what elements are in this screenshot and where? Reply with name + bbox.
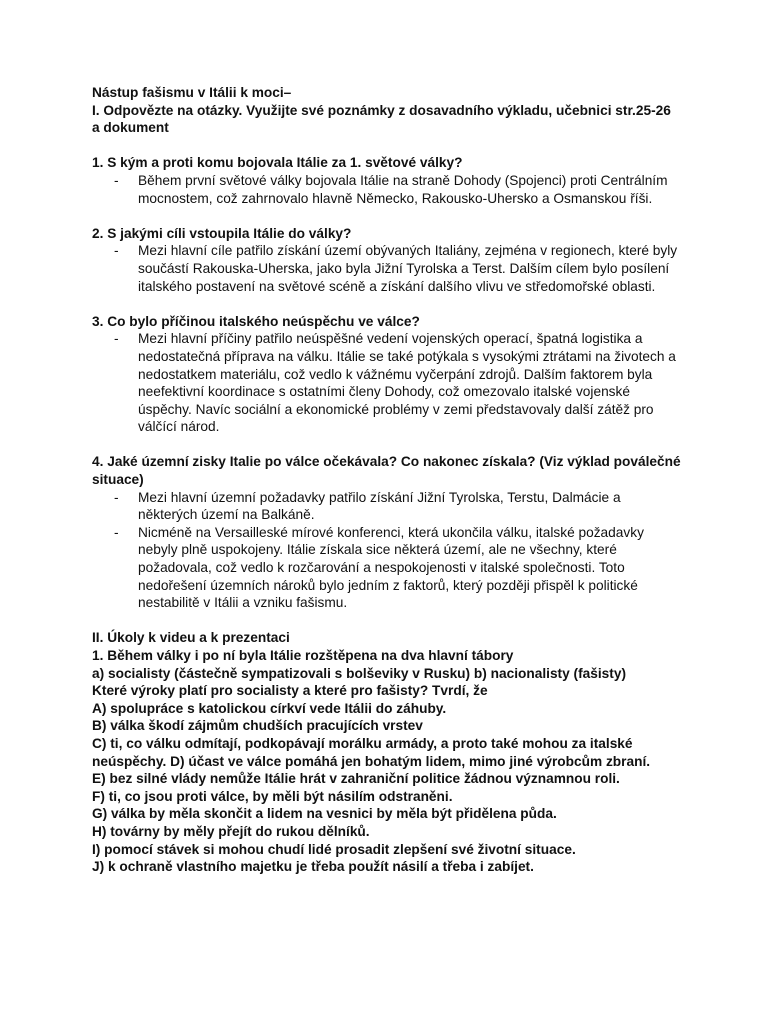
answer-item bbox=[92, 524, 682, 612]
answer-item bbox=[92, 242, 682, 295]
question-4: 4. Jaké územní zisky Italie po válce očekávala? Co nakonec získala? (Viz výklad poválečné situace) bbox=[92, 454, 681, 488]
dash-bullet: - bbox=[114, 331, 119, 347]
spacer bbox=[92, 137, 682, 155]
dash-bullet: - bbox=[114, 489, 119, 505]
question-block-3 bbox=[92, 313, 682, 436]
dash-bullet: - bbox=[114, 172, 119, 188]
statement-g: G) válka by měla skončit a lidem na vesnici by měla být přidělena půda. bbox=[92, 806, 557, 822]
document-instructions: I. Odpovězte na otázky. Využijte své poznámky z dosavadního výkladu, učebnici str.25-26 a dokument bbox=[92, 102, 671, 136]
question-block-1 bbox=[92, 154, 682, 207]
answer-text: Nicméně na Versailleské mírové konferenci, která ukončila válku, italské požadavky nebyly plně uspokojeny. Itálie získala sice některá území, ale ne všechny, které požadovala, což vedlo k rozčarování a nespokojenosti v italské společnosti. Toto nedořešení územních nároků bylo jedním z faktorů, který později přispěl k politické nestabilitě v Itálii a vzniku fašismu. bbox=[138, 524, 644, 611]
spacer bbox=[92, 612, 682, 630]
statement-j: J) k ochraně vlastního majetku je třeba použít násilí a třeba i zabíjet. bbox=[92, 859, 534, 875]
spacer bbox=[92, 436, 682, 454]
part-two-heading: II. Úkoly k videu a k prezentaci bbox=[92, 630, 290, 646]
question-1: 1. S kým a proti komu bojovala Itálie za 1. světové války? bbox=[92, 155, 463, 171]
answer-item bbox=[92, 172, 682, 207]
question-2: 2. S jakými cíli vstoupila Itálie do války? bbox=[92, 225, 352, 241]
document-title: Nástup fašismu v Itálii k moci– bbox=[92, 85, 292, 100]
question-block-4 bbox=[92, 453, 682, 611]
answer-list-1 bbox=[92, 172, 682, 207]
statement-b: B) válka škodí zájmům chudších pracujících vrstev bbox=[92, 718, 423, 734]
spacer bbox=[92, 207, 682, 225]
answer-item bbox=[92, 330, 682, 436]
spacer bbox=[92, 295, 682, 313]
part-two-line: Které výroky platí pro socialisty a které pro fašisty? Tvrdí, že bbox=[92, 683, 488, 699]
statement-f: F) ti, co jsou proti válce, by měli být násilím odstraněni. bbox=[92, 788, 453, 804]
answer-item bbox=[92, 489, 682, 524]
statement-i: I) pomocí stávek si mohou chudí lidé prosadit zlepšení své životní situace. bbox=[92, 841, 576, 857]
statement-a: A) spolupráce s katolickou církví vede Itálii do záhuby. bbox=[92, 700, 447, 716]
document-page bbox=[92, 84, 682, 876]
answer-list-3 bbox=[92, 330, 682, 436]
answer-list-2 bbox=[92, 242, 682, 295]
part-two-line: 1. Během války i po ní byla Itálie rozštěpena na dva hlavní tábory bbox=[92, 648, 514, 663]
statement-c-d: C) ti, co válku odmítají, podkopávají morálku armády, a proto také mohou za italské neúspěchy. D) účast ve válce pomáhá jen bohatým lidem, mimo jiné výrobcům zbraní. bbox=[92, 735, 651, 769]
answer-list-4 bbox=[92, 489, 682, 612]
question-block-2 bbox=[92, 225, 682, 295]
dash-bullet: - bbox=[114, 243, 119, 259]
part-two-block bbox=[92, 629, 682, 875]
dash-bullet: - bbox=[114, 524, 119, 540]
statement-h: H) továrny by měly přejít do rukou dělníků. bbox=[92, 823, 370, 839]
question-3: 3. Co bylo příčinou italského neúspěchu ve válce? bbox=[92, 313, 420, 329]
answer-text: Mezi hlavní územní požadavky patřilo získání Jižní Tyrolska, Terstu, Dalmácie a některých území na Balkáně. bbox=[138, 489, 621, 523]
answer-text: Mezi hlavní cíle patřilo získání území obývaných Italiány, zejména v regionech, které byly součástí Rakouska-Uherska, jako byla Jižní Tyrolska a Terst. Dalším cílem bylo posílení italského postavení na světové scéně a získání dalšího vlivu ve středomořské oblasti. bbox=[138, 243, 678, 294]
answer-text: Mezi hlavní příčiny patřilo neúspěšné vedení vojenských operací, špatná logistika a nedostatečná příprava na válku. Itálie se také potýkala s vysokými ztrátami na životech a nedostatkem materiálu, což vedlo k vážnému vyčerpání zdrojů. Dalším faktorem byla neefektivní koordinace s ostatními členy Dohody, což omezovalo italské vojenské úspěchy. Navíc sociální a ekonomické problémy v zemi představovaly další zátěž pro válčící národ. bbox=[138, 331, 676, 435]
statement-e: E) bez silné vlády nemůže Itálie hrát v zahraniční politice žádnou významnou roli. bbox=[92, 771, 620, 787]
part-two-line: a) socialisty (částečně sympatizovali s bolševiky v Rusku) b) nacionalisty (fašisty) bbox=[92, 665, 627, 681]
answer-text: Během první světové války bojovala Itálie na straně Dohody (Spojenci) proti Centrálním mocnostem, což zahrnovalo hlavně Německo, Rakousko-Uhersko a Osmanskou říši. bbox=[138, 172, 668, 206]
